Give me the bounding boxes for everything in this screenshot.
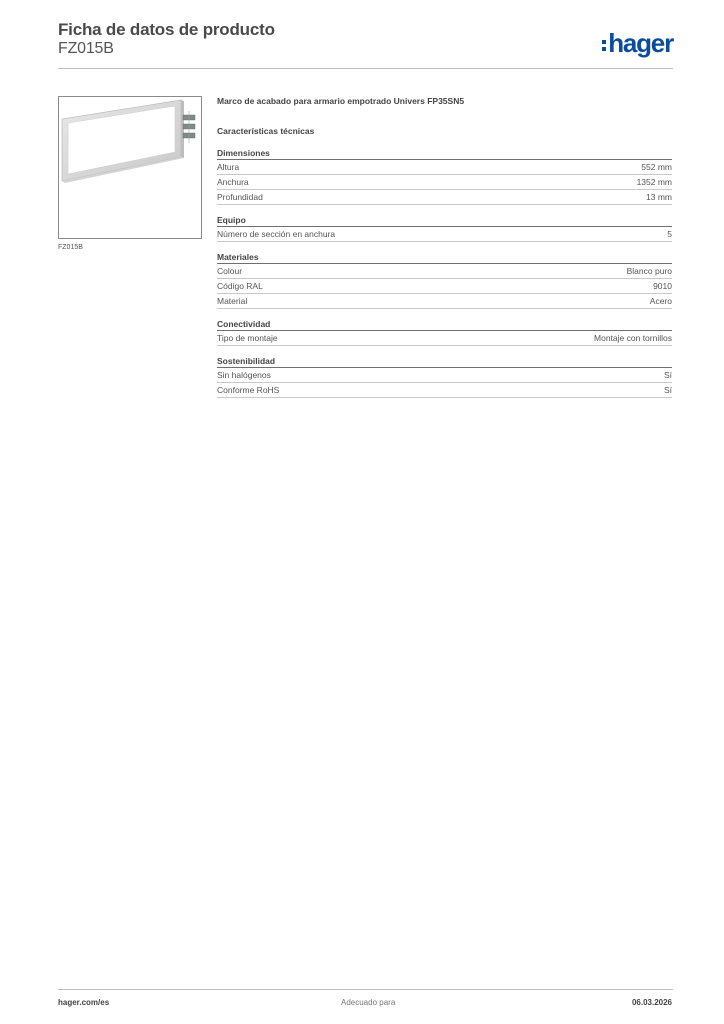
hager-logo [602,28,673,58]
spec-value: 1352 mm [636,177,672,187]
footer-website-link[interactable]: hager.com/es [58,998,110,1007]
finishing-frame-illustration-icon [59,97,201,238]
product-image [58,96,202,239]
spec-group-title: Dimensiones [217,148,672,160]
document-header [58,20,673,70]
spec-label: Material [217,296,248,306]
spec-row [217,227,672,242]
spec-label: Anchura [217,177,249,187]
spec-group-title: Equipo [217,215,672,227]
spec-value: Sí [663,370,672,380]
spec-group-title: Sostenibilidad [217,356,672,368]
spec-label: Altura [217,162,240,172]
logo-text: hager [608,28,673,58]
spec-value: 13 mm [646,192,672,202]
footer-suitable-for: Adecuado para [341,998,396,1007]
spec-value: Acero [649,296,672,306]
spec-group-conectividad [217,319,672,346]
specs-section-title: Características técnicas [217,126,315,136]
footer-date: 06.03.2026 [631,998,672,1007]
footer-divider [58,989,673,990]
spec-group-materiales [217,252,672,309]
spec-row [217,175,672,190]
spec-row [217,160,672,175]
spec-row [217,264,672,279]
spec-row [217,279,672,294]
spec-row [217,294,672,309]
spec-value: 9010 [653,281,672,291]
product-description: Marco de acabado para armario empotrado Univers FP35SN5 [217,96,465,106]
header-divider [58,68,673,69]
spec-row [217,190,672,205]
spec-label: Código RAL [217,281,263,291]
spec-row [217,368,672,383]
spec-label: Conforme RoHS [217,385,280,395]
spec-value: Sí [663,385,672,395]
spec-label: Colour [217,266,243,276]
logo-dots-icon [602,40,606,51]
document-title: Ficha de datos de producto [58,20,275,39]
spec-row [217,383,672,398]
spec-label: Número de sección en anchura [217,229,336,239]
spec-group-title: Materiales [217,252,672,264]
spec-label: Tipo de montaje [217,333,278,343]
spec-group-dimensiones [217,148,672,205]
spec-value: 552 mm [641,162,672,172]
spec-group-sostenibilidad [217,356,672,398]
spec-label: Profundidad [217,192,263,202]
product-reference: FZ015B [58,40,114,57]
spec-value: Blanco puro [626,266,672,276]
image-caption: FZ015B [58,244,83,251]
spec-group-equipo [217,215,672,242]
spec-group-title: Conectividad [217,319,672,331]
spec-label: Sin halógenos [217,370,271,380]
spec-value: 5 [667,229,672,239]
spec-value: Montaje con tornillos [594,333,672,343]
spec-row [217,331,672,346]
spec-content [217,96,672,398]
